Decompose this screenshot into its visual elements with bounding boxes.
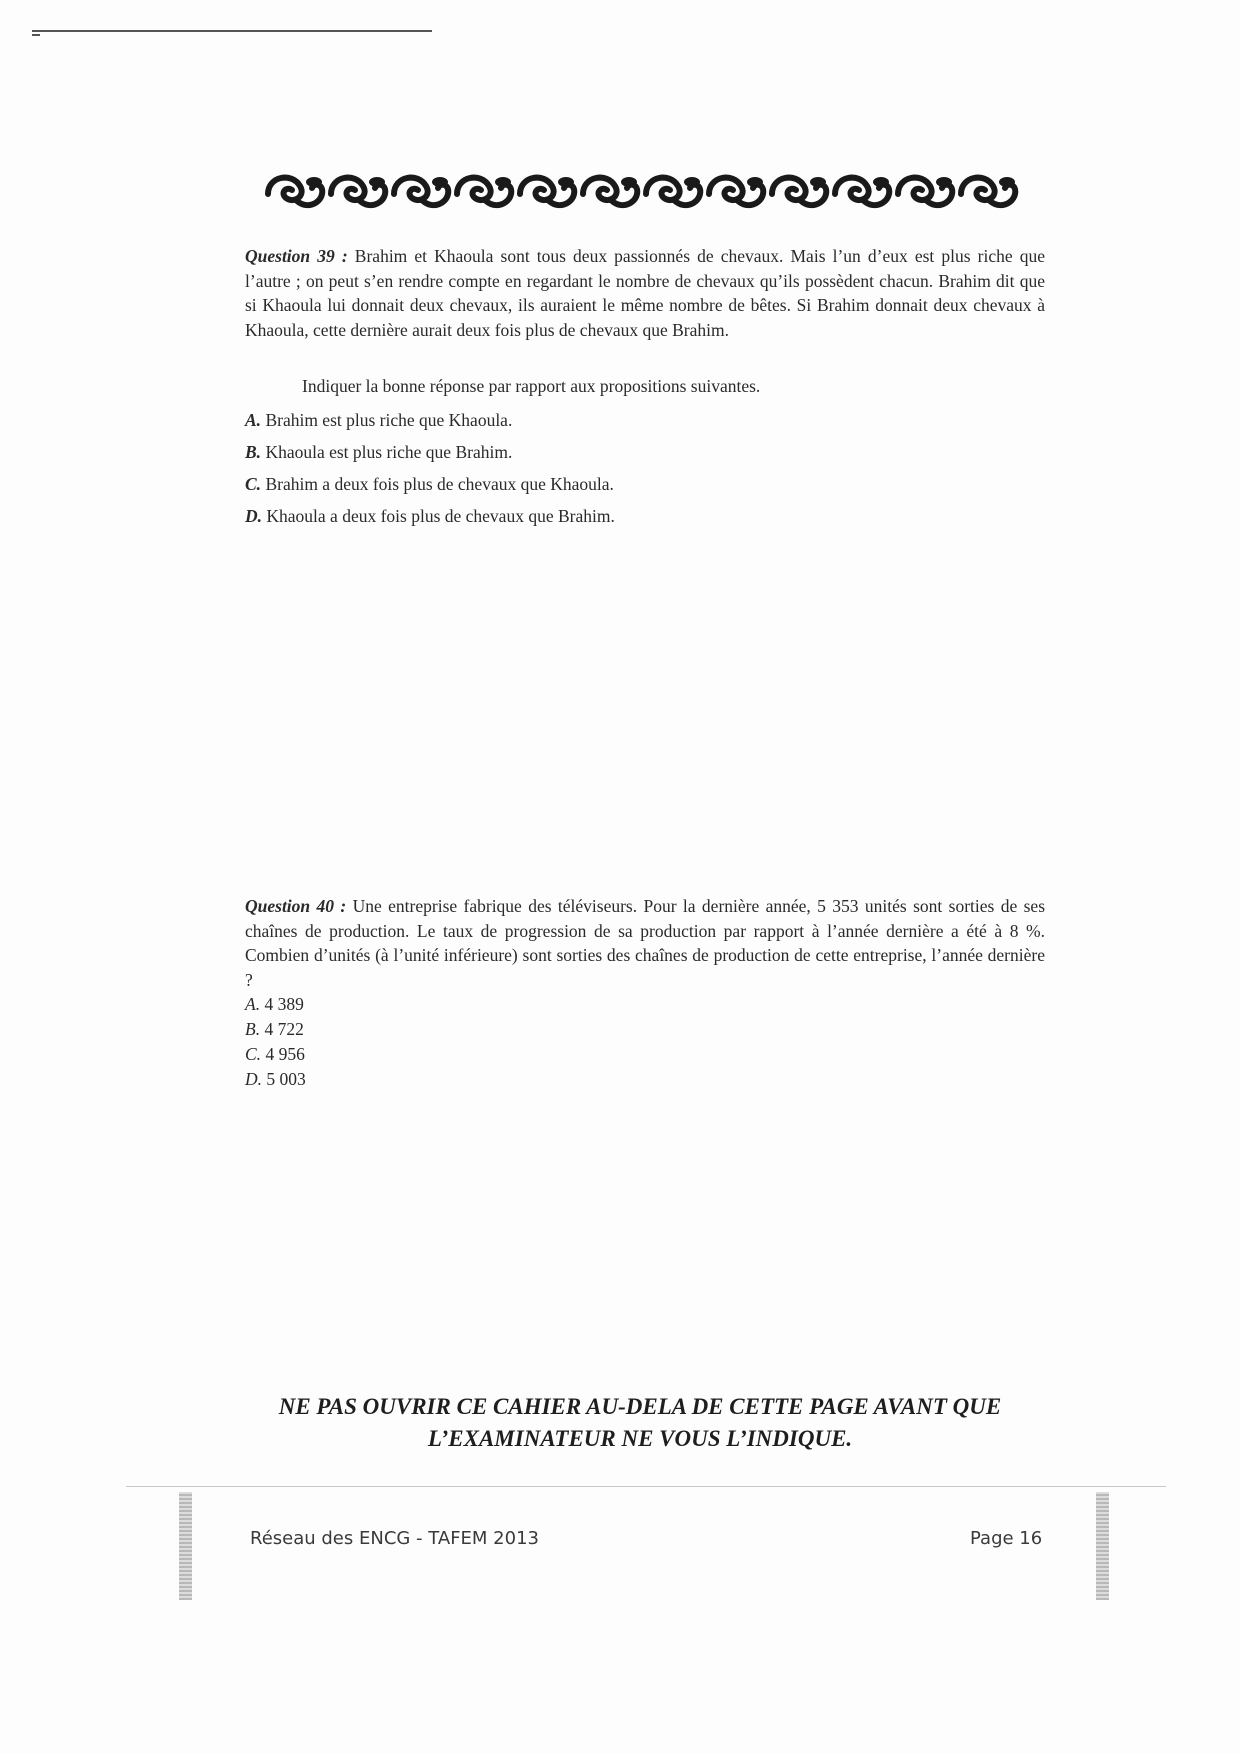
- page-number: Page 16: [970, 1528, 1043, 1549]
- option-letter: A.: [245, 410, 262, 430]
- question-40-label: Question 40 :: [245, 896, 347, 916]
- question-40-option-a: [245, 994, 304, 1015]
- question-39-text: Brahim et Khaoula sont tous deux passionnés de chevaux. Mais l’un d’eux est plus riche que l’autre ; on peut s’en rendre compte en regardant le nombre de chevaux qu’ils possèdent chacun. Brahim dit que si Khaoula lui donnait deux chevaux, ils auraient le même nombre de bêtes. Si Brahim donnait deux chevaux à Khaoula, cette dernière aurait deux fois plus de chevaux que Brahim.: [245, 246, 1045, 340]
- option-letter: B.: [245, 442, 262, 462]
- footer-source: Réseau des ENCG - TAFEM 2013: [250, 1528, 539, 1549]
- option-text: 5 003: [266, 1069, 306, 1089]
- warning-line-2: L’EXAMINATEUR NE VOUS L’INDIQUE.: [427, 1426, 853, 1451]
- question-39-option-a: [245, 410, 512, 431]
- question-39-instruction: Indiquer la bonne réponse par rapport aux propositions suivantes.: [302, 376, 761, 396]
- question-40: [245, 894, 1045, 992]
- question-40-text: Une entreprise fabrique des téléviseurs. Pour la dernière année, 5 353 unités sont sorties de ses chaînes de production. Le taux de progression de sa production par rapport à l’année dernière a été à 8 %. Combien d’unités (à l’unité inférieure) sont sorties des chaînes de production de cette entreprise, l’année dernière ?: [245, 896, 1046, 990]
- question-39-option-d: [245, 506, 615, 527]
- warning-line-1: NE PAS OUVRIR CE CAHIER AU-DELA DE CETTE PAGE AVANT QUE: [278, 1394, 1002, 1419]
- option-text: Brahim est plus riche que Khaoula.: [265, 410, 513, 430]
- option-text: 4 389: [264, 994, 304, 1014]
- question-40-option-c: [245, 1044, 305, 1065]
- option-text: 4 722: [264, 1019, 304, 1039]
- question-39-label: Question 39 :: [245, 246, 348, 266]
- option-text: Brahim a deux fois plus de chevaux que Khaoula.: [265, 474, 614, 494]
- footer-divider: [126, 1486, 1166, 1487]
- footer-left-bar: [179, 1492, 192, 1600]
- option-text: Khaoula a deux fois plus de chevaux que Brahim.: [266, 506, 615, 526]
- top-scan-mark: [32, 34, 40, 36]
- question-40-option-d: [245, 1069, 306, 1090]
- option-letter: D.: [245, 506, 263, 526]
- option-letter: C.: [245, 1044, 262, 1064]
- option-letter: C.: [245, 474, 262, 494]
- question-40-option-b: [245, 1019, 304, 1040]
- question-39-option-b: [245, 442, 512, 463]
- option-letter: B.: [245, 1019, 261, 1039]
- footer-right-bar: [1096, 1492, 1109, 1600]
- do-not-open-warning: [220, 1391, 1060, 1455]
- top-scan-line: [32, 30, 432, 32]
- question-39: [245, 244, 1045, 342]
- option-letter: A.: [245, 994, 261, 1014]
- question-39-option-c: [245, 474, 614, 495]
- scroll-ornament-icon: [262, 160, 1022, 216]
- option-text: Khaoula est plus riche que Brahim.: [265, 442, 513, 462]
- option-letter: D.: [245, 1069, 263, 1089]
- option-text: 4 956: [265, 1044, 305, 1064]
